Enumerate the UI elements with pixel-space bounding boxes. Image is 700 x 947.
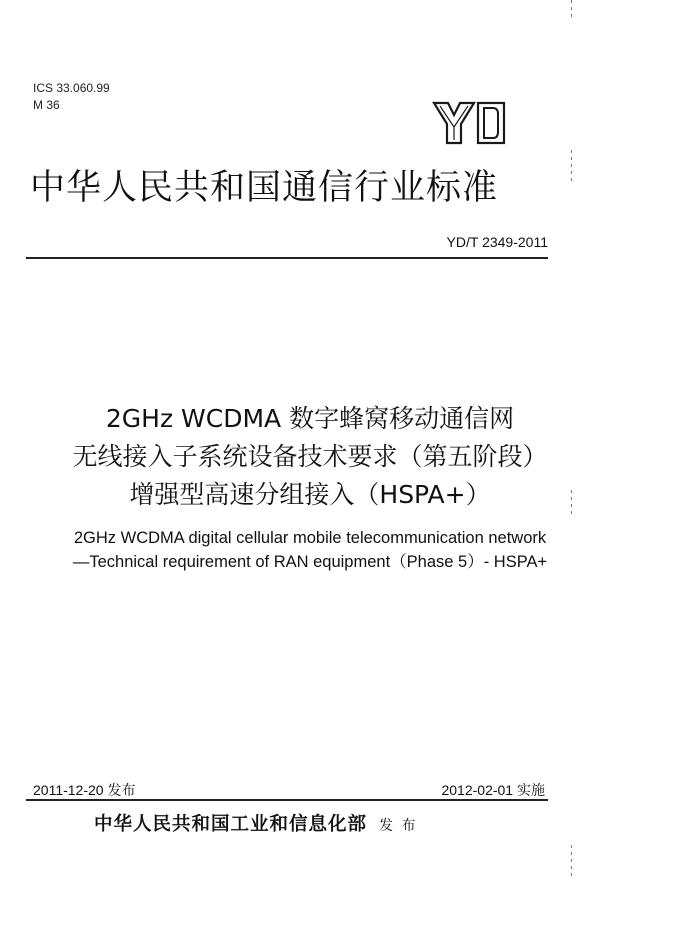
ics-code: ICS 33.060.99: [33, 81, 110, 95]
implementation-date: 2012-02-01 实施: [441, 782, 545, 798]
document-title-cn: [30, 400, 590, 514]
scan-edge-mark: [571, 0, 572, 20]
document-title-en: [30, 526, 590, 574]
ccs-code: M 36: [33, 98, 60, 112]
issuer-name: 中华人民共和国工业和信息化部: [94, 814, 368, 835]
top-divider: [26, 257, 548, 259]
document-title-cn-line: 增强型高速分组接入（HSPA+）: [129, 480, 491, 509]
document-title-en-line: —Technical requirement of RAN equipment（Phase 5）- HSPA+: [72, 553, 548, 571]
yd-logo: [432, 100, 506, 146]
issuing-authority: [94, 810, 417, 836]
document-title-cn-line: 2GHz WCDMA 数字蜂窝移动通信网: [105, 404, 515, 433]
scan-edge-mark: [571, 150, 572, 185]
issue-date: 2011-12-20 发布: [33, 782, 136, 798]
publish-label: 发 布: [379, 818, 418, 834]
bottom-divider: [26, 799, 548, 801]
document-title-cn-line: 无线接入子系统设备技术要求（第五阶段）: [72, 442, 548, 471]
logo-text: YD: [454, 146, 456, 147]
standard-category-title: 中华人民共和国通信行业标准: [30, 168, 499, 208]
document-title-en-line: 2GHz WCDMA digital cellular mobile telecommunication network: [73, 529, 547, 547]
classification-codes: [33, 80, 110, 114]
scan-edge-mark: [571, 845, 572, 880]
yd-logo-icon: [432, 100, 506, 146]
standard-number: YD/T 2349-2011: [446, 234, 548, 250]
